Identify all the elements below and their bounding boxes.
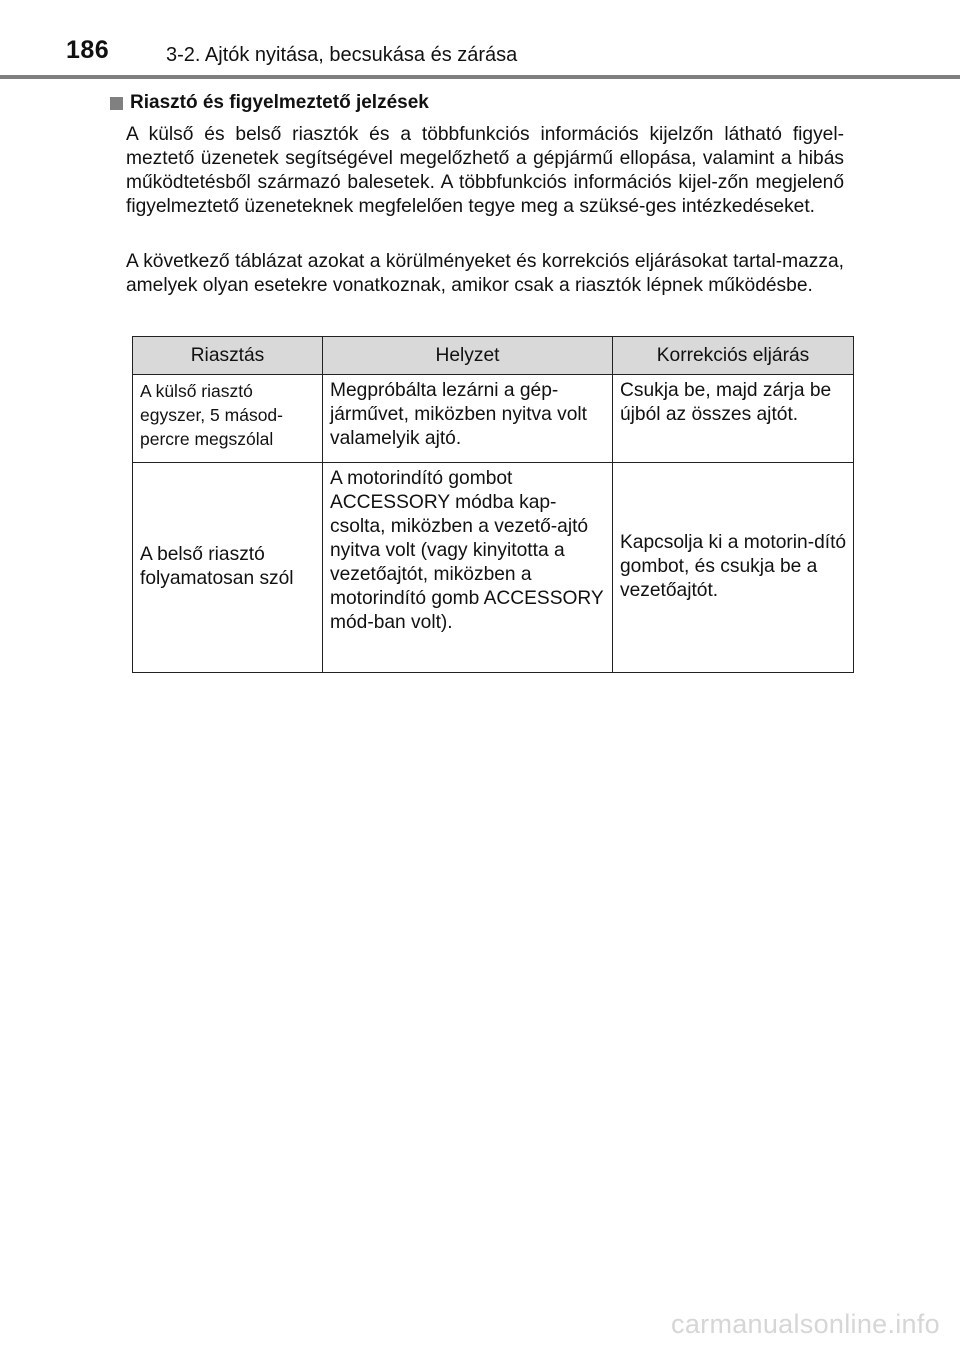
- table-cell-correction: Csukja be, majd zárja be újból az összes ajtót.: [613, 375, 854, 463]
- page-header: [0, 0, 960, 80]
- section-heading: [110, 92, 429, 114]
- watermark: carmanualsonline.info: [671, 1309, 940, 1339]
- table-cell-situation: Megpróbálta lezárni a gép-járművet, miközben nyitva volt valamelyik ajtó.: [323, 375, 613, 463]
- alarm-table: [132, 336, 854, 673]
- section-heading-text: Riasztó és figyelmeztető jelzések: [130, 92, 429, 113]
- table-intro-paragraph: A következő táblázat azokat a körülményeket és korrekciós eljárásokat tartal-mazza, amelyek olyan esetekre vonatkoznak, amikor csak a riasztók lépnek működésbe.: [126, 251, 844, 296]
- chapter-title: 3-2. Ajtók nyitása, becsukása és zárása: [166, 44, 518, 66]
- page-number: 186: [66, 36, 110, 64]
- table-header-row: [133, 337, 854, 375]
- table-row: [133, 463, 854, 673]
- table-cell-correction: Kapcsolja ki a motorin-dító gombot, és csukja be a vezetőajtót.: [613, 463, 854, 673]
- table-row: [133, 375, 854, 463]
- table-cell-situation: A motorindító gombot ACCESSORY módba kap-csolta, miközben a vezető-ajtó nyitva volt (vagy kinyitotta a vezetőajtót, miközben a motorindító gomb ACCESSORY mód-ban volt).: [323, 463, 613, 673]
- table-cell-alarm: A külső riasztó egyszer, 5 másod-percre megszólal: [133, 375, 323, 463]
- column-header-situation: Helyzet: [323, 337, 613, 375]
- table-cell-alarm: A belső riasztó folyamatosan szól: [133, 463, 323, 673]
- column-header-correction: Korrekciós eljárás: [613, 337, 854, 375]
- header-divider: [0, 75, 960, 79]
- column-header-alarm: Riasztás: [133, 337, 323, 375]
- square-bullet-icon: [110, 97, 123, 110]
- intro-paragraph: A külső és belső riasztók és a többfunkciós információs kijelzőn látható figyel-meztető üzenetek segítségével megelőzhető a gépjármű ellopása, valamint a hibás működtetésből származó balesetek. A többfunkciós információs kijel-zőn megjelenő figyelmeztető üzeneteknek megfelelően tegye meg a szüksé-ges intézkedéseket.: [126, 124, 844, 217]
